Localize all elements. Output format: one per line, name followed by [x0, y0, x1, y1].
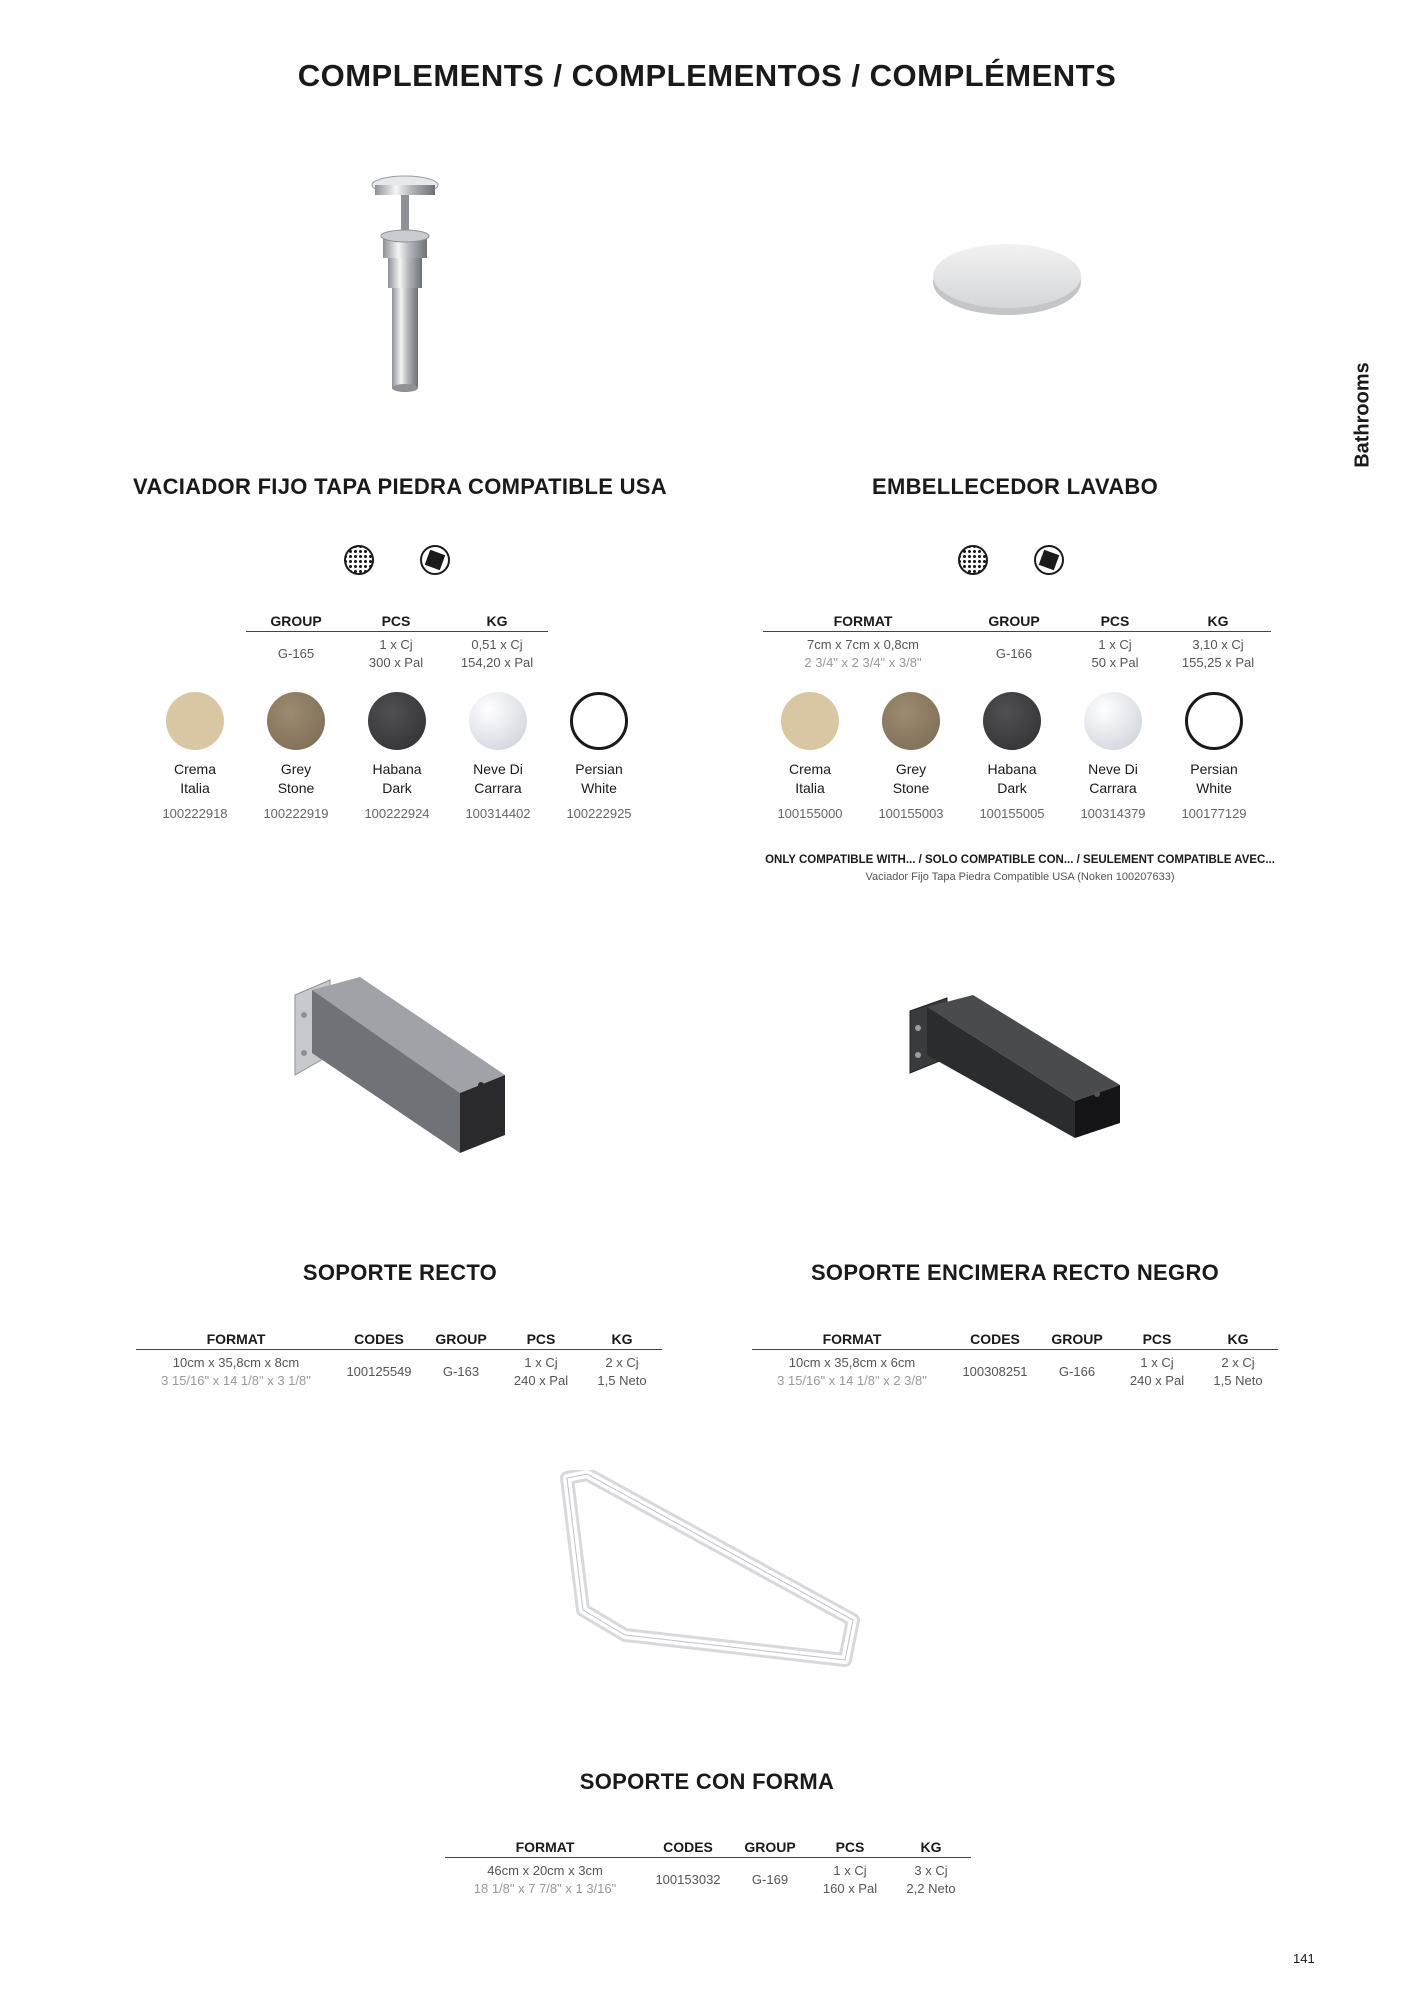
compatibility-title: ONLY COMPATIBLE WITH... / SOLO COMPATIBLE CON... / SEULEMENT COMPATIBLE AVEC...	[765, 854, 1275, 866]
cell-pcs: 1 x Cj 240 x Pal	[513, 1355, 569, 1388]
finish-swatch	[368, 692, 426, 750]
finish-swatch	[166, 692, 224, 750]
finish-item	[768, 692, 852, 821]
cell-format: 10cm x 35,8cm x 8cm 3 15/16" x 14 1/8" x 3 1/8"	[161, 1355, 311, 1388]
header-format: FORMAT	[752, 1331, 952, 1350]
finish-swatch	[983, 692, 1041, 750]
soporte-forma-spec-table	[445, 1839, 971, 1898]
finish-code: 100155003	[878, 806, 944, 821]
soporte-recto-product-image	[290, 975, 515, 1170]
cell-format: 10cm x 35,8cm x 6cm 3 15/16" x 14 1/8" x 2 3/8"	[777, 1355, 927, 1388]
header-pcs: PCS	[809, 1839, 891, 1858]
side-tab	[1343, 345, 1383, 485]
finish-name: Habana Dark	[372, 761, 422, 796]
table-row	[246, 632, 548, 673]
finish-swatch	[882, 692, 940, 750]
soporte-recto-spec-table	[136, 1331, 662, 1390]
header-group: GROUP	[422, 1331, 500, 1350]
soporte-recto-title: SOPORTE RECTO	[302, 1260, 498, 1285]
finish-code: 100314402	[465, 806, 531, 821]
cell-code: 100308251	[962, 1364, 1028, 1379]
finish-swatch	[469, 692, 527, 750]
finish-swatch	[570, 692, 628, 750]
header-kg: KG	[1198, 1331, 1278, 1350]
embellecedor-title: EMBELLECEDOR LAVABO	[872, 474, 1158, 499]
finish-code: 100155005	[979, 806, 1045, 821]
finish-code: 100155000	[777, 806, 843, 821]
finish-item	[869, 692, 953, 821]
finish-name: Crema Italia	[173, 761, 216, 796]
finish-item	[456, 692, 540, 821]
header-kg: KG	[1165, 613, 1271, 632]
soporte-forma-title: SOPORTE CON FORMA	[579, 1769, 835, 1794]
soporte-negro-title: SOPORTE ENCIMERA RECTO NEGRO	[810, 1260, 1220, 1285]
header-format: FORMAT	[763, 613, 963, 632]
cell-group: G-166	[1058, 1364, 1096, 1379]
header-pcs: PCS	[346, 613, 446, 632]
cell-group: G-165	[277, 646, 315, 661]
finish-swatch	[781, 692, 839, 750]
compatibility-note: Vaciador Fijo Tapa Piedra Compatible USA (Noken 100207633)	[865, 871, 1175, 883]
finish-name: Persian White	[575, 761, 623, 796]
vaciador-spec-table	[246, 613, 548, 672]
embellecedor-spec-table	[763, 613, 1271, 672]
table-row	[752, 1350, 1278, 1391]
cell-format: 7cm x 7cm x 0,8cm 2 3/4" x 2 3/4" x 3/8"	[804, 637, 922, 670]
finish-swatch	[267, 692, 325, 750]
page-number: 141	[1293, 1951, 1315, 1966]
cell-group: G-166	[995, 646, 1033, 661]
side-tab-label: Bathrooms	[1351, 362, 1374, 468]
finish-swatch	[1084, 692, 1142, 750]
cell-kg: 0,51 x Cj 154,20 x Pal	[460, 637, 534, 670]
finish-item	[1172, 692, 1256, 821]
header-codes: CODES	[645, 1839, 731, 1858]
finish-name: Habana Dark	[987, 761, 1037, 796]
finish-name: Crema Italia	[788, 761, 831, 796]
finish-code: 100222919	[263, 806, 329, 821]
header-format: FORMAT	[136, 1331, 336, 1350]
finish-name: Neve Di Carrara	[1088, 761, 1138, 796]
header-pcs: PCS	[1116, 1331, 1198, 1350]
cell-kg: 2 x Cj 1,5 Neto	[597, 1355, 647, 1388]
finish-name: Neve Di Carrara	[473, 761, 523, 796]
header-group: GROUP	[246, 613, 346, 632]
vaciador-finishes	[153, 692, 641, 821]
table-row	[445, 1858, 971, 1899]
finish-name: Grey Stone	[277, 761, 315, 796]
finish-swatch	[1185, 692, 1243, 750]
grid-ruler-icon	[344, 545, 374, 575]
header-kg: KG	[446, 613, 548, 632]
table-row	[763, 632, 1271, 673]
soporte-forma-product-image	[555, 1470, 860, 1670]
finish-code: 100222918	[162, 806, 228, 821]
finish-code: 100222924	[364, 806, 430, 821]
page-title: COMPLEMENTS / COMPLEMENTOS / COMPLÉMENTS	[297, 58, 1117, 93]
cell-kg: 3 x Cj 2,2 Neto	[906, 1863, 956, 1896]
grid-ruler-icon	[958, 545, 988, 575]
header-pcs: PCS	[1065, 613, 1165, 632]
finish-item	[153, 692, 237, 821]
solid-surface-icon	[420, 545, 450, 575]
table-row	[136, 1350, 662, 1391]
cell-pcs: 1 x Cj 160 x Pal	[822, 1863, 878, 1896]
finish-code: 100314379	[1080, 806, 1146, 821]
header-codes: CODES	[952, 1331, 1038, 1350]
header-format: FORMAT	[445, 1839, 645, 1858]
cell-pcs: 1 x Cj 300 x Pal	[368, 637, 424, 670]
embellecedor-finishes	[768, 692, 1256, 821]
finish-item	[970, 692, 1054, 821]
finish-item	[557, 692, 641, 821]
cell-group: G-163	[442, 1364, 480, 1379]
soporte-negro-spec-table	[752, 1331, 1278, 1390]
cell-code: 100125549	[346, 1364, 412, 1379]
cell-group: G-169	[751, 1872, 789, 1887]
finish-item	[355, 692, 439, 821]
cell-kg: 3,10 x Cj 155,25 x Pal	[1181, 637, 1255, 670]
finish-item	[1071, 692, 1155, 821]
header-pcs: PCS	[500, 1331, 582, 1350]
finish-name: Grey Stone	[892, 761, 930, 796]
header-group: GROUP	[963, 613, 1065, 632]
cell-code: 100153032	[655, 1872, 721, 1887]
vaciador-product-image	[355, 170, 455, 400]
cell-pcs: 1 x Cj 50 x Pal	[1091, 637, 1139, 670]
finish-code: 100177129	[1181, 806, 1247, 821]
finish-item	[254, 692, 338, 821]
cell-format: 46cm x 20cm x 3cm 18 1/8" x 7 7/8" x 1 3/16"	[473, 1863, 617, 1896]
header-codes: CODES	[336, 1331, 422, 1350]
header-group: GROUP	[1038, 1331, 1116, 1350]
header-kg: KG	[582, 1331, 662, 1350]
finish-code: 100222925	[566, 806, 632, 821]
embellecedor-product-image	[930, 240, 1085, 320]
solid-surface-icon	[1034, 545, 1064, 575]
cell-kg: 2 x Cj 1,5 Neto	[1213, 1355, 1263, 1388]
header-kg: KG	[891, 1839, 971, 1858]
header-group: GROUP	[731, 1839, 809, 1858]
soporte-negro-product-image	[905, 993, 1125, 1143]
finish-name: Persian White	[1190, 761, 1238, 796]
cell-pcs: 1 x Cj 240 x Pal	[1129, 1355, 1185, 1388]
vaciador-title: VACIADOR FIJO TAPA PIEDRA COMPATIBLE USA	[133, 474, 667, 499]
